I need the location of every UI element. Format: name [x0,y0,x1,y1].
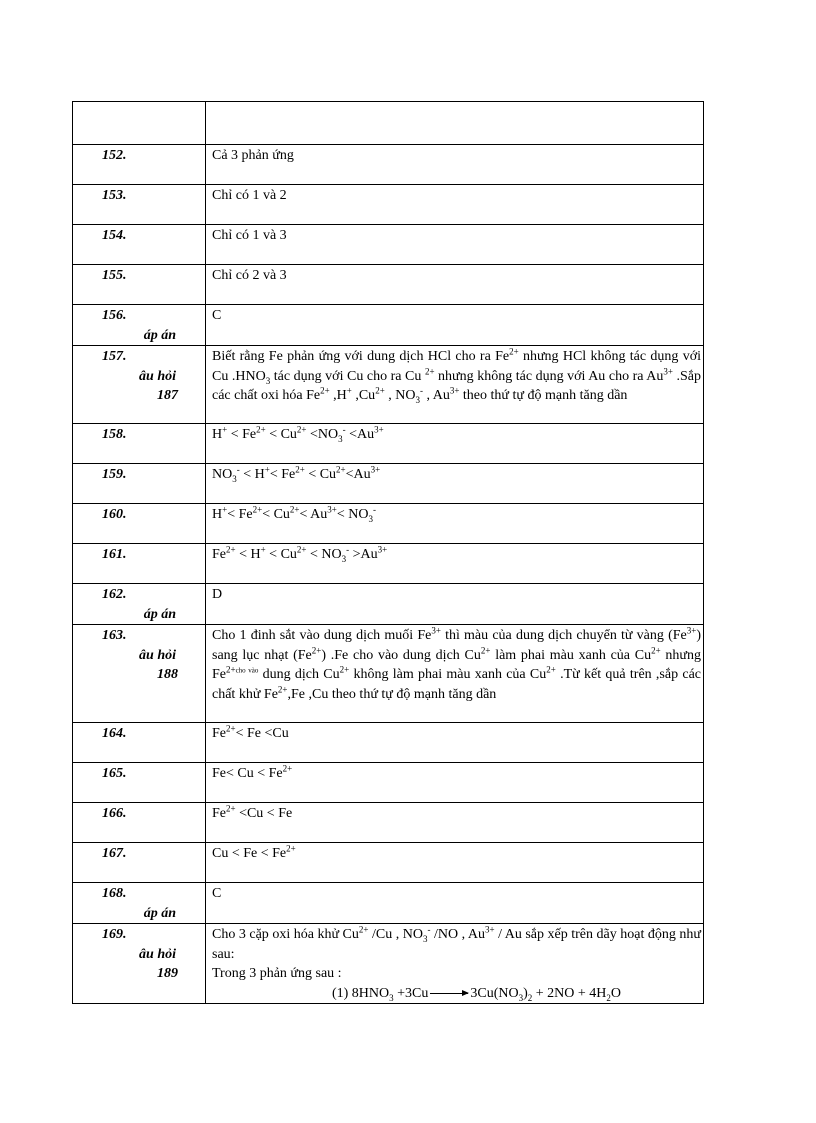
table-row [73,346,704,424]
number-cell [73,723,206,763]
content-cell [206,145,704,185]
row-number: 167. [102,846,127,861]
answer-option: $NO_3^- < H^+< Fe^{2+} < Cu^{2+}<Au^{3+}$ [206,464,704,504]
row-number: 165. [102,766,127,781]
table-row [73,185,704,225]
answer-option: Cả 3 phản ứng [212,148,294,163]
answer-key: C [212,308,222,323]
row-number: 157. [102,349,127,364]
answer-option: $Fe^{2+}< Fe <Cu$ [206,723,704,763]
content-cell [206,883,704,924]
number-cell [73,584,206,625]
row-number: 160. [102,507,127,522]
content-cell [206,265,704,305]
reaction-equation: (1) $8HNO_3 +3Cu$ $3Cu(NO_3)_2 + 2NO + 4H_2O$ [331,985,622,1003]
answer-option: Chỉ có 2 và 3 [212,268,287,283]
question-code: 189 [157,966,178,981]
row-number: 158. [102,427,127,442]
answer-option: Chỉ có 1 và 2 [212,188,287,203]
answer-option: $Fe< Cu < Fe^{2+}$ [206,763,704,803]
answer-option: $Fe^{2+} < H^+ < Cu^{2+} < NO_3^- >Au^{3+}$ [206,544,704,584]
number-cell [73,102,206,145]
number-cell [73,924,206,1004]
table-row [73,102,704,145]
question-code: 187 [157,388,178,403]
row-number: 168. [102,886,127,901]
answer-tag: áp án [143,606,176,622]
question-tag: âu hỏi [139,946,176,962]
qa-table [72,101,704,1004]
content-cell [206,102,704,145]
reaction-arrow-icon [430,993,468,994]
number-cell [73,843,206,883]
row-number: 152. [102,148,127,163]
table-row [73,424,704,464]
table-row [73,723,704,763]
row-number: 169. [102,927,127,942]
answer-key: D [212,587,223,602]
question-code: 188 [157,667,178,682]
answer-option: $H^+< Fe^{2+}< Cu^{2+}< Au^{3+}< NO_3^-$ [206,504,704,544]
table-row [73,504,704,544]
question-text: Biết rằng Fe phản ứng với dung dịch HCl cho ra $Fe^{2+}$ nhưng HCl không tác dụng với Cu $.HNO_3$ tác dụng với Cu cho ra Cu $^{2+}$ nhưng không tác dụng với Au cho ra $Au^{3+}$ .Sắp các chất oxi hóa $Fe^{2+}$ ,H+ $,Cu^{2+}$ , $NO_3^-$ , $Au^{3+}$ theo thứ tự độ mạnh tăng dần [206,346,704,424]
table-row [73,924,704,1004]
row-number: 166. [102,806,127,821]
answer-key: C [212,886,222,901]
table-row [73,584,704,625]
answer-tag: áp án [143,327,176,343]
table-row [73,883,704,924]
number-cell [73,346,206,424]
answer-option: $Cu < Fe < Fe^{2+}$ [206,843,704,883]
number-cell [73,763,206,803]
content-cell [206,185,704,225]
answer-option: $Fe^{2+} <Cu < Fe$ [206,803,704,843]
question-text [206,924,704,1004]
row-number: 163. [102,628,127,643]
table-row [73,544,704,584]
answer-tag: áp án [143,905,176,921]
table-row [73,803,704,843]
row-number: 156. [102,308,127,323]
table-row [73,305,704,346]
table-row [73,145,704,185]
number-cell [73,305,206,346]
question-tag: âu hỏi [139,368,176,384]
row-number: 164. [102,726,127,741]
number-cell [73,424,206,464]
content-cell [206,305,704,346]
table-row [73,763,704,803]
number-cell [73,225,206,265]
table-row [73,625,704,723]
answer-option: $H^+ < Fe^{2+} < Cu^{2+} <NO_3^- <Au^{3+}$ [206,424,704,464]
row-number: 159. [102,467,127,482]
number-cell [73,464,206,504]
number-cell [73,185,206,225]
row-number: 155. [102,268,127,283]
question-intro: Cho 3 cặp oxi hóa khử $Cu^{2+}$ /Cu , $NO_3^-$ /NO , $Au^{3+}$ / Au sắp xếp trên dãy hoạt động như sau: [212,924,701,962]
answer-option: Chỉ có 1 và 3 [212,228,287,243]
question-tag: âu hỏi [139,647,176,663]
content-cell [206,225,704,265]
number-cell [73,504,206,544]
number-cell [73,145,206,185]
row-number: 153. [102,188,127,203]
number-cell [73,883,206,924]
number-cell [73,265,206,305]
question-text: Cho 1 đinh sắt vào dung dịch muối $Fe^{3+}$ thì màu của dung dịch chuyển từ vàng $(Fe^{3+})$ sang lục nhạt $(Fe^{2+})$ .Fe cho vào dung dịch $Cu^{2+}$ làm phai màu xanh của $Cu^{2+}$ nhưng $Fe^{2+cho vào}$ dung dịch $Cu^{2+}$ không làm phai màu xanh của $Cu^{2+}$ .Từ kết quả trên ,sắp các chất khử $Fe^{2+},Fe$ ,Cu theo thứ tự độ mạnh tăng dần [206,625,704,723]
table-row [73,464,704,504]
number-cell [73,803,206,843]
question-line: Trong 3 phản ứng sau : [212,966,342,981]
table-row [73,265,704,305]
row-number: 161. [102,547,127,562]
number-cell [73,625,206,723]
table-row [73,843,704,883]
table-row [73,225,704,265]
row-number: 162. [102,587,127,602]
content-cell [206,584,704,625]
row-number: 154. [102,228,127,243]
number-cell [73,544,206,584]
